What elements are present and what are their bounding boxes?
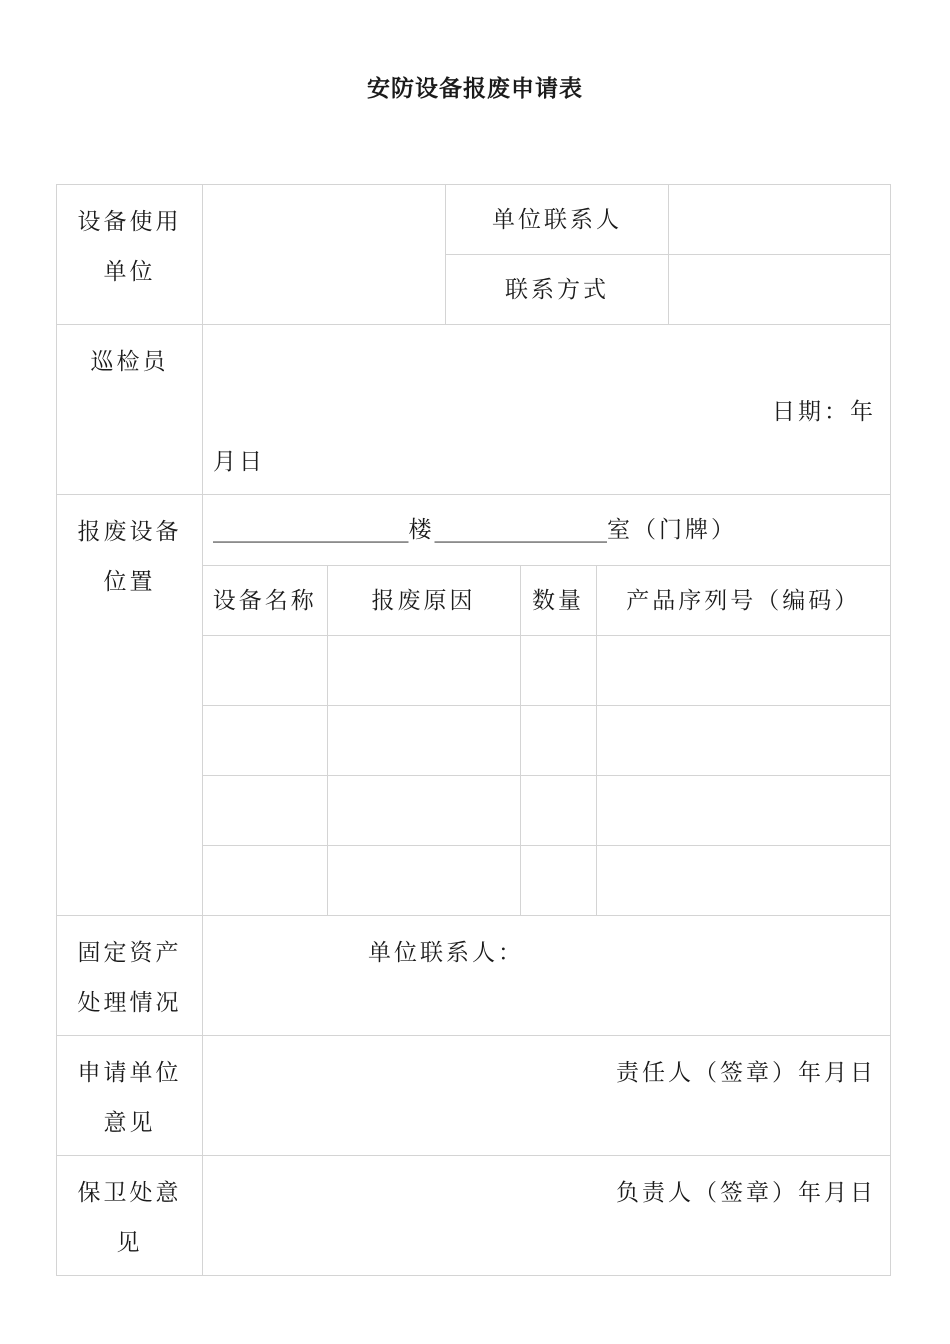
header-quantity: 数量 xyxy=(520,566,596,636)
inspector-label: 巡检员 xyxy=(90,349,169,375)
quantity-input[interactable] xyxy=(520,776,596,846)
room-blank[interactable]: _______________ xyxy=(434,517,607,543)
contact-method-label: 联系方式 xyxy=(446,255,669,325)
equipment-name-input[interactable] xyxy=(203,846,327,916)
quantity-input[interactable] xyxy=(520,706,596,776)
scrap-reason-input[interactable] xyxy=(327,846,520,916)
unit-label-line1: 设备使用 xyxy=(77,209,182,235)
security-label-line2: 见 xyxy=(116,1230,143,1256)
security-signature: 负责人（签章）年月日 xyxy=(616,1180,876,1206)
inspector-label-cell xyxy=(57,325,203,495)
quantity-input[interactable] xyxy=(520,846,596,916)
building-blank[interactable]: _________________ xyxy=(213,517,409,543)
equipment-table xyxy=(203,565,890,915)
scrap-reason-input[interactable] xyxy=(327,636,520,706)
table-row xyxy=(203,706,890,776)
scrap-application-form xyxy=(56,184,891,1276)
asset-input-cell[interactable] xyxy=(203,916,891,1036)
applicant-label-line2: 意见 xyxy=(103,1110,156,1136)
table-row xyxy=(203,776,890,846)
applicant-label-line1: 申请单位 xyxy=(77,1060,182,1086)
security-label-cell xyxy=(57,1156,203,1276)
inspector-input-cell[interactable] xyxy=(203,325,891,495)
serial-number-input[interactable] xyxy=(596,706,890,776)
unit-input-cell[interactable] xyxy=(203,185,446,325)
location-cell xyxy=(203,495,891,916)
location-line xyxy=(203,495,890,565)
asset-label-line2: 处理情况 xyxy=(77,990,182,1016)
security-label-line1: 保卫处意 xyxy=(77,1180,182,1206)
unit-label-cell xyxy=(57,185,203,325)
contact-person-input[interactable] xyxy=(669,185,891,255)
location-label-line2: 位置 xyxy=(103,569,156,595)
location-label-cell xyxy=(57,495,203,916)
table-row xyxy=(203,636,890,706)
contact-person-label: 单位联系人 xyxy=(446,185,669,255)
inspector-date-cont: 月日 xyxy=(213,449,265,475)
room-text: 室（门牌） xyxy=(607,517,737,543)
asset-label-cell xyxy=(57,916,203,1036)
equipment-name-input[interactable] xyxy=(203,776,327,846)
header-serial-number: 产品序列号（编码） xyxy=(596,566,890,636)
header-scrap-reason: 报废原因 xyxy=(327,566,520,636)
unit-label-line2: 单位 xyxy=(103,259,156,285)
serial-number-input[interactable] xyxy=(596,846,890,916)
asset-label-line1: 固定资产 xyxy=(77,940,182,966)
scrap-reason-input[interactable] xyxy=(327,706,520,776)
location-label-line1: 报废设备 xyxy=(77,519,182,545)
header-equipment-name: 设备名称 xyxy=(203,566,327,636)
serial-number-input[interactable] xyxy=(596,776,890,846)
equipment-name-input[interactable] xyxy=(203,706,327,776)
scrap-reason-input[interactable] xyxy=(327,776,520,846)
applicant-label-cell xyxy=(57,1036,203,1156)
quantity-input[interactable] xyxy=(520,636,596,706)
applicant-signature: 责任人（签章）年月日 xyxy=(616,1060,876,1086)
equipment-name-input[interactable] xyxy=(203,636,327,706)
inspector-date: 日期：年 xyxy=(772,399,876,425)
equipment-header-row xyxy=(203,566,890,636)
serial-number-input[interactable] xyxy=(596,636,890,706)
table-row xyxy=(203,846,890,916)
asset-contact: 单位联系人： xyxy=(368,940,524,966)
form-title: 安防设备报废申请表 xyxy=(367,75,583,102)
applicant-input-cell[interactable] xyxy=(203,1036,891,1156)
security-input-cell[interactable] xyxy=(203,1156,891,1276)
building-text: 楼 xyxy=(408,517,435,543)
contact-method-input[interactable] xyxy=(669,255,891,325)
